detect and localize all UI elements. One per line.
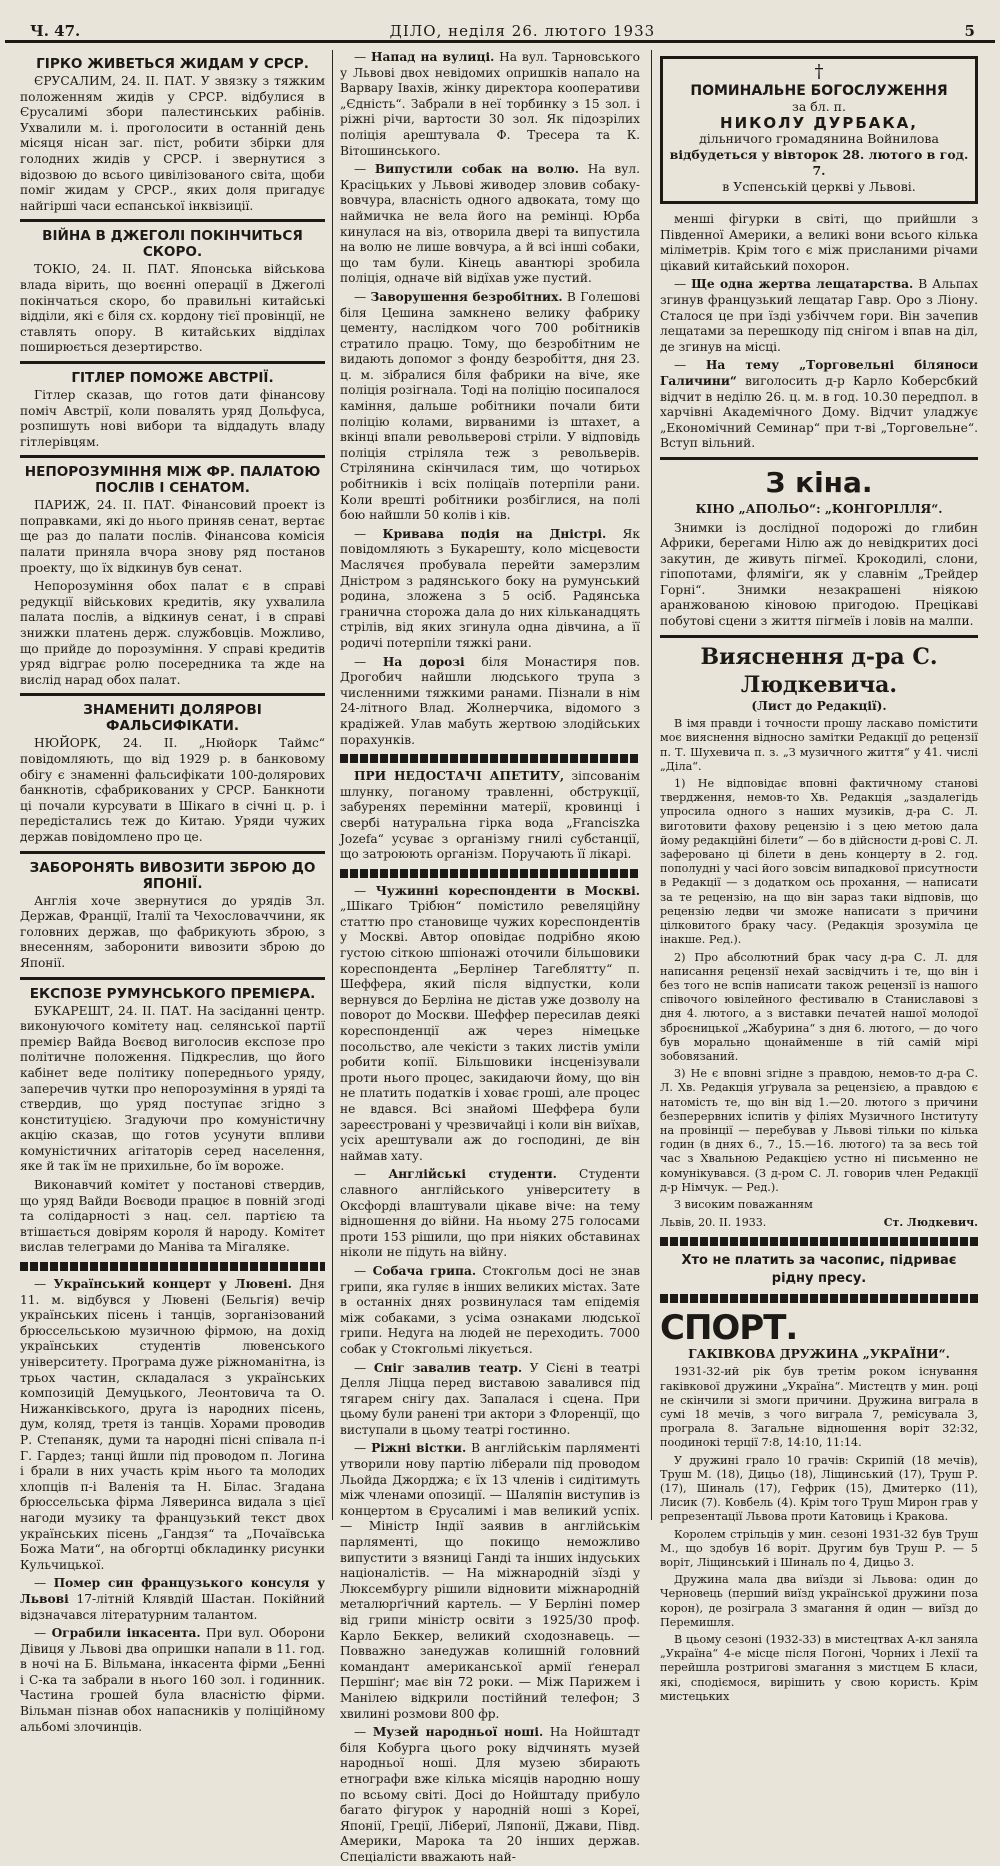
article-divider [20,455,325,458]
article-headline: ГІРКО ЖИВЕТЬСЯ ЖИДАМ У СРСР. [36,56,309,72]
paragraph: — На тему „Торговельні біляноси Галичини“ виголосить д-р Карло Коберсбкий відчит в неділю 26. ц. м. в год. 10.30 передпол. в харчівні Академічного Дому. Відчит уладжує „Економічний Семинар“ при т-ві „Торговельне“. Вступ вільний. [660,358,979,451]
article-paragraph: — Сніг завалив театр. У Сієні в театрі Делля Ліцца перед виставою завалився під тягарем снігу дах. Запалася і сцена. При цьому були ранені три актори з Флоренції, що виступали в цьому театрі гостинно. [340,1360,641,1437]
paragraph: Дружина мала два виїзди зі Львова: один до Черновець (перший виїзд української дружини поза корон), де розіграла 3 змагання й один — виїзд до Перемишля. [660,1573,978,1629]
memorial-notice [660,56,978,204]
kino-title: З кіна. [765,465,873,499]
article-paragraph: — Напад на вулиці. На вул. Тарновського у Львові двох невідомих опришків напало на Варвару Івахів, жінку директора кооперативи „Єдність“. Забрали в неї торбинку з 15 зол. і ріжні річи, вартости 30 зол. Як підозрілих поліція арештувала Ф. Тресера та К. Вітошинського. [340,50,641,158]
sport-body [660,1365,978,1704]
divider [660,635,978,638]
article-divider [20,977,325,980]
column-middle [340,50,641,1864]
article-headline: ЗНАМЕНИТІ ДОЛЯРОВІ ФАЛЬСИФІКАТИ. [83,702,262,735]
article-paragraph: НЮЙОРК, 24. II. „Нюйорк Таймс“ повідомляють, що від 1929 р. в банковому обігу є знаменні фальсифікати 100-долярових банкнотів, сфабрикованих у СРСР. Банкноти ці почали курсувати в Шікаго в січні ц. р. і передістались теж до Китаю. Уряди чужих держав повідомлено про це. [20,736,325,844]
divider [660,457,978,460]
column-divider [651,50,652,1520]
letter-subtitle: (Лист до Редакції). [751,698,887,713]
notice-line: в Успенській церкві у Львові. [722,179,916,194]
article-paragraph: — Чужинні кореспонденти в Москві. „Шікаго Трібюн“ помістило ревеляційну статтю про становище чужих кореспондентів у Москві. Автор оповідає подрібно якою густою сіткою шпіонажі оточили більшовики кореспондента „Берлінер Тагеблятту“ п. Шеффера, який після відпустки, коли вернувся до Берліна не дістав уже дозволу на поворот до Москви. Шеффер пересилав деякі кореспонденції аж через німецьке посольство, але чекісти з таких листів уміли робити копії. Більшовики інсценізували проти нього процес, закидаючи йому, що він не платить податків і ховає гроші, але процес не вдався. Всі знайомі Шеффера були зареєстровані у чрезвичайці і коли він виїхав, усіх арештували аж до господині, де він наймав хату. [340,883,640,1163]
article-paragraph: Виконавчий комітет у постанові ствердив, що уряд Вайди Воєводи працює в повній згоді та солідарності з нац. сел. партією та втішається довірям короля й народу. Комітет вислав телеграми до Маніва та Мігаляке. [20,1178,325,1255]
article-paragraph: Гітлер сказав, що готов дати фінансову поміч Австрії, коли повалять уряд Дольфуса, розпишуть нові вибори та віддадуть владу гітлерівцям. [20,387,325,449]
article-paragraph: — На дорозі біля Монастиря пов. Дрогобич найшли людського трупа з численними тяжкими ранами. Пізнали в нім 24-літного Влад. Жолнерчика, відомого з крадіжей. Улав мабуть жертвою злодійських порахунків. [340,654,641,747]
paragraph: В імя правди і точности прошу ласкаво помістити моє вияснення відносно замітки Редакції до рецензії п. Т. Шухевича п. з. „З музичного життя“ у 41. числі „Діла“. [660,717,978,773]
letter-body [660,717,978,1212]
notice-line: відбудеться у вівторок 28. лютого в год. 7. [669,147,969,178]
continued-news [660,212,978,452]
article-divider [20,1262,325,1271]
article-paragraph: ПРИ НЕДОСТАЧІ АПЕТИТУ, зіпсованім шлунку, поганому травленні, обструкції, забуренях перемінни матерії, кровинці і свербі натуральна гірка вода „Franciszka Jozefa“ усуває з організму гнилі субстанції, що затроюють організм. Поручають її лікарі. [340,769,640,862]
article-paragraph: — Український концерт у Лювені. Дня 11. м. відбувся у Лювені (Бельгія) вечір українських пісень і танців, зорганізований брюссельською музичною фірмою, на дохід українських студентів лювенського університету. Програма дуже ріжноманітна, із трьох частин, складалася з українських композицій Демуцького, Леонтовича та О. Нижанківського, друга із народних пісень, дум, коляд, третя із танців. Хорами проводив Р. Степаняк, думи та народні пісні співала п-і Г. Гардез; танці йшли під проводом п. Логина і брали в них участь крім нього та молодих хлопців п-і Валенія та Н. Білас. Згадана брюссельська фірма Ляверинса видала з цієї нагоди музику та французький текст двох українських пісень „Гандзя“ та „Почаївська Божа Мати“, на обгортці обкладинку рисунки Кульчицької. [20,1277,325,1572]
masthead-rule [5,40,995,43]
article-paragraph: ЄРУСАЛИМ, 24. II. ПАТ. У звязку з тяжким положенням жидів у СРСР. відбулися в Єрусалимі збори палестинських рабінів. Ухвалили м. і. проголосити в останній день місяця нісан заг. піст, робити збірки для голодних жидів у СРСР. і звернутися з відозвою до всього цивілізованого світа, щоби поміг жидам у СРСР., яких доля пригадує найгірші часи еспанської інквізиції. [20,74,325,213]
paragraph: Королем стрільців у мин. сезоні 1931-32 був Труш М., що здобув 16 воріт. Другим був Труш Р. — 5 воріт, Ліщинський і Шиналь по 4, Дицьо 3. [660,1527,978,1569]
page-number: 5 [964,22,975,40]
paragraph: 2) Про абсолютний брак часу д-ра С. Л. для написання рецензії нехай засвідчить і те, що він і без того не вспів написати також рецензії із нашого співочого ювілейного фестивалю в Станиславові з дня 4. лютого, а з виставки печатей нашої молодої зброєницької „Жабурина“ з дня 6. лютого, — до чого був морально щонайменше в тій самій мірі зобовязаний. [660,950,978,1063]
paragraph: 1931-32-ий рік був третім роком існування гаківкової дружини „Україна“. Мистецтв у мин. році не скінчили зі змоги причини. Дружина виграла в сумі 18 мечів, з чого виграла 7, ремісувала 3, програла 8. Загальне відношення воріт 32:32, поодинокі терції 7:8, 14:10, 11:14. [660,1365,978,1450]
signature-name: Ст. Людкевич. [883,1216,978,1230]
article-paragraph: — Ріжні вістки. В англійськім парляменті утворили нову партію ліберали під проводом Льойда Джорджа; є їх 13 членів і сидітимуть між членами опозиції. — Шаляпін виступив із концертом в Єрусалимі і мав великий успіх. — Міністр Індії заявив в англійськім парляменті, що покищо неможливо випустити з вязниці Ганді та інших індуських націоналістів. — На міжнародній зїзді у Люксембургу рішили відновити міжнародній металюрґічний картель. — У Берліні помер від грипи міністр освіти з 1925/30 проф. Карло Беккер, великий сходознавець. — Повважно занедужав колишній головний командант американської армії ґенерал Першінґ; має він 72 роки. — Між Парижем і Манілею відкрили постійний телефон; 3 хвилині розмови 800 фр. [340,1441,640,1721]
letter-signature [660,1215,978,1231]
article-paragraph: — Випустили собак на волю. На вул. Красіцьких у Львові живодер зловив собаку-вовчура, власність одного адвоката, тому що наймичка не вела його на ремінці. Юрба кинулася на віз, отворила двері та випустила на волю не лише вовчура, а й всі інші собаки, що там були. Кінець авантюрі зробила поліція, одначе вій відїхав уже пустий. [340,162,641,286]
paragraph: В цьому сезоні (1932-33) в мистецтвах А-кл заняла „Україна“ 4-е місце після Погоні, Чорних і Лехії та перейшла розтригові змагання з мистцем Б класи, які, сподіємося, вирішить у свою користь. Крім мистецьких [660,1633,978,1703]
paragraph: У дружині грало 10 грачів: Скрипій (18 мечів), Труш М. (18), Дицьо (18), Ліщинський (17), Труш Р. (17), Шиналь (17), Гефрик (15), Дмитерко (11), Лисик (7). Ковбель (4). Крім того Труш Мирон грав у репрезентації Львова проти Катовиць і Кракова. [660,1453,978,1524]
article-paragraph: Англія хоче звернутися до урядів Зл. Держав, Франції, Італії та Чехословаччини, як головних держав, що фабрикують зброю, з внесенням, заборонити вивозити зброю до Японії. [20,893,325,970]
article-headline: ГІТЛЕР ПОМОЖЕ АВСТРІЇ. [71,369,274,386]
masthead-title: ДІЛО, неділя 26. лютого 1933 [389,22,656,40]
letter-title: Вияснення д-ра С. Людкевича. [700,643,938,698]
article-paragraph: ТОКІО, 24. II. ПАТ. Японська військова влада вірить, що воєнні операції в Джеголі покінчаться скоро, бо правильні китайські відділи, які є біля сх. кордону тієї провінції, не ставлять опору. В китайських відділах поширюється дезертирство. [20,262,325,355]
article-paragraph: БУКАРЕШТ, 24. II. ПАТ. На засіданні центр. виконуючого комітету нац. селянської партії премієр Вайда Воєвод виголосив експозе про політичне положення. Підкреслив, що його кабінет веде політику попереднього уряду, заперечив чутки про непорозуміння в уряді та ствердив, що уряд поступає згідно з конституцією. Згадуючи про комуністичну акцію сказав, що готов усунути впливи комуністичних агітаторів серед населення, яке й так їм не прихильне, бо їм вороже. [20,1003,325,1174]
column-left [20,50,325,1734]
article-paragraph: — Музей народньої ноші. На Нойштадт біля Кобурга цього року відчинять музей народньої ноші. Для музею збирають етнографи вже кілька місяців народню ношу по всьому світі. Досі до Нойштаду прибуло багато фігурок у народній ноші з Кореї, Японії, Греції, Лібериї, Ляпонії, Джави, Півд. Америки, Марока та 20 інших держав. Спеціалісти вважають най- [340,1725,640,1864]
article-paragraph: — Собача грипа. Стокгольм досі не знав грипи, яка гуляє в інших великих містах. Зате в останніх днях розвинулася там епідемія між собаками, з усіма ознаками людської грипи. Недуга на людей не переходить. 7000 собак у Стокгольмі лікується. [340,1263,641,1356]
article-paragraph: — Помер син французького консуля у Львові 17-літній Клявдій Шастан. Покійний відзначався літературним талантом. [20,1576,325,1622]
paragraph: менші фігурки в світі, що прийшли з Південної Америки, а великі вони всього кілька міліметрів. Крім того є між присланими річами цікавий китайський похорон. [660,212,978,273]
subscription-appeal: Хто не платить за часопис, підриває рідну пресу. [681,1252,957,1286]
paragraph: — Ще одна жертва лещатарства. В Альпах згинув французький лещатар Гавр. Оро з Ліону. Сталося це при їзді узбіччем гори. Він зачепив лещатами за перешкоду під снігом і впав на діл, де згинув на місці. [660,277,978,354]
article-paragraph: — Заворушення безробітних. В Голешові біля Цешина замкнено велику фабрику цементу, наслідком чого 700 робітників стратило працю. Тому, що безробітним не видають допомог з фонду безробіття, дня 23. ц. м. зібралися біля фабрики на віче, яке поліція розігнала. Тоді на поліцію посипалося каміння, дальше робітники почали бити поліцію колами, вирваними із штахет, а вкінці впали револьверові стріли. У відповідь поліція стріляла теж з револьверів. Стрілянина скінчилася тим, що чотирьох робітників і всіх поліцаїв потерпіли рани. Коли врешті робітники розбіглися, на полі бою найшли 50 колів і ків. [340,289,641,523]
page-issue: Ч. 47. [30,22,81,40]
sport-title: СПОРТ. [660,1307,798,1348]
paragraph: 3) Не є вповні згідне з правдою, немов-то д-ра С. Л. Хв. Редакція уґрувала за рецензією, а правдою є натомість те, що він від 1.—20. лютого з причини безперервних іспитів у філіях Музичного Інституту на провінції — перебував у Львові тільки по кілька годин (в днях 6., 7., 15.—16. лютого) та за весь той час з Хвальною Редакцією устно ні письменно не комунікувався. (З д-ром С. Л. говорив член Редакції д-р Німчук. — Ред.). [660,1067,978,1194]
column-right [660,50,979,1703]
divider [660,1237,978,1246]
paragraph: 1) Не відповідає вповні фактичному станові твердження, немов-то Хв. Редакція „заздалегідь упросила одного з наших музиків, д-ра С. Л. виготовити фахову рецензію і з цею метою дала йому редакційні білети“ — бо в дійсности д-рові С. Л. заферовано ці білети в день концерту в 2. год. пополудні у часі його зовсім випадкової присутности в Редакції — з додатком ось прохання, — написати за те рецензію, на що він зараз таки відповів, що рецензію ледви чи зможе написати з причини цілковитого браку часу. (Редакція зрозуміла це інакше. Ред.). [660,777,978,947]
article-paragraph: — Англійські студенти. Студенти славного англійського університету в Оксфорді влаштували цікаве віче: на тему відношення до війни. На ньому 275 голосами проти 153 рішили, що при ніяких обставинах ніколи не підуть на війну. [340,1167,640,1260]
notice-line: дільничого громадянина Войнилова [699,131,939,146]
article-divider [20,851,325,854]
notice-name: НИКОЛУ ДУРБАКА, [720,114,918,132]
paragraph: З високим поважанням [674,1197,813,1211]
article-headline: ЕКСПОЗЕ РУМУНСЬКОГО ПРЕМІЄРА. [29,985,316,1002]
article-paragraph: — Кривава подія на Дністрі. Як повідомляють з Букарешту, коло місцевости Маслячєя пробувала перейти замерзлим Дністром з радянського боку на румунський родина, зложена з 5 осіб. Радянська гранична сторожа дала до них кільканадцять стрілів, від яких згинула одна дівчина, а її родичі потерпіли тяжкі рани. [340,526,640,650]
article-divider [340,754,640,763]
signature-date: Львів, 20. II. 1933. [660,1216,767,1230]
article-paragraph: — Ограбили інкасента. При вул. Оборони Дівиця у Львові два опришки напали в 11. год. в ночі на Б. Вільмана, інкасента фірми „Бенні і С-ка та забрали в нього 160 зол. і годинник. Частина грошей була власністю фірми. Вільман пізнав обох напасників у поліційному альбомі злочинців. [20,1626,325,1734]
cross-icon: † [814,61,824,82]
article-divider [20,219,325,222]
article-headline: НЕПОРОЗУМІННЯ МІЖ ФР. ПАЛАТОЮ ПОСЛІВ І СЕНАТОМ. [24,464,321,497]
article-paragraph: Непорозуміння обох палат є в справі редукції військових кредитів, яку ухвалила палата послів, а відкинув сенат, і в справі знижки платень держ. службовців. Можливо, що прийде до порозуміння. У справі кредитів уряд відграє ролю посередника та жде на вислід нарад обох палат. [20,579,325,687]
sport-subtitle: ГАКІВКОВА ДРУЖИНА „УКРАЇНИ“. [688,1346,950,1361]
column-divider [332,50,333,1520]
kino-text: Знимки із дослідної подорожі до глибин Африки, берегами Нілю аж до невідкритих досі закутин, де живуть пігмеї. Крокодилі, слони, гіпопотами, фляміґи, як у славнім „Трейдер Горні“. Знимки незакрашені ніякою аранжованою кіновою пригодою. Прецікаві побутові сцени з життя пігмеїв і ловів на малпи. [660,520,978,629]
article-divider [20,693,325,696]
article-divider [20,361,325,364]
notice-line: за бл. п. [792,99,846,114]
divider [660,1294,978,1303]
article-divider [340,869,640,878]
kino-subtitle: КІНО „АПОЛЬО“: „КОНГОРІЛЛЯ“. [695,501,943,516]
article-headline: ВІЙНА В ДЖЕГОЛІ ПОКІНЧИТЬСЯ СКОРО. [42,228,303,261]
article-headline: ЗАБОРОНЯТЬ ВИВОЗИТИ ЗБРОЮ ДО ЯПОНІЇ. [29,859,316,892]
masthead [30,18,975,40]
notice-title: ПОМИНАЛЬНЕ БОГОСЛУЖЕННЯ [690,83,948,99]
article-paragraph: ПАРИЖ, 24. II. ПАТ. Фінансовий проект із поправками, які до нього приняв сенат, вертає ще раз до палати послів. Фінансова комісія палати приняла вчора знову ряд постанов проекту, що їх відкинув був сенат. [20,498,325,575]
